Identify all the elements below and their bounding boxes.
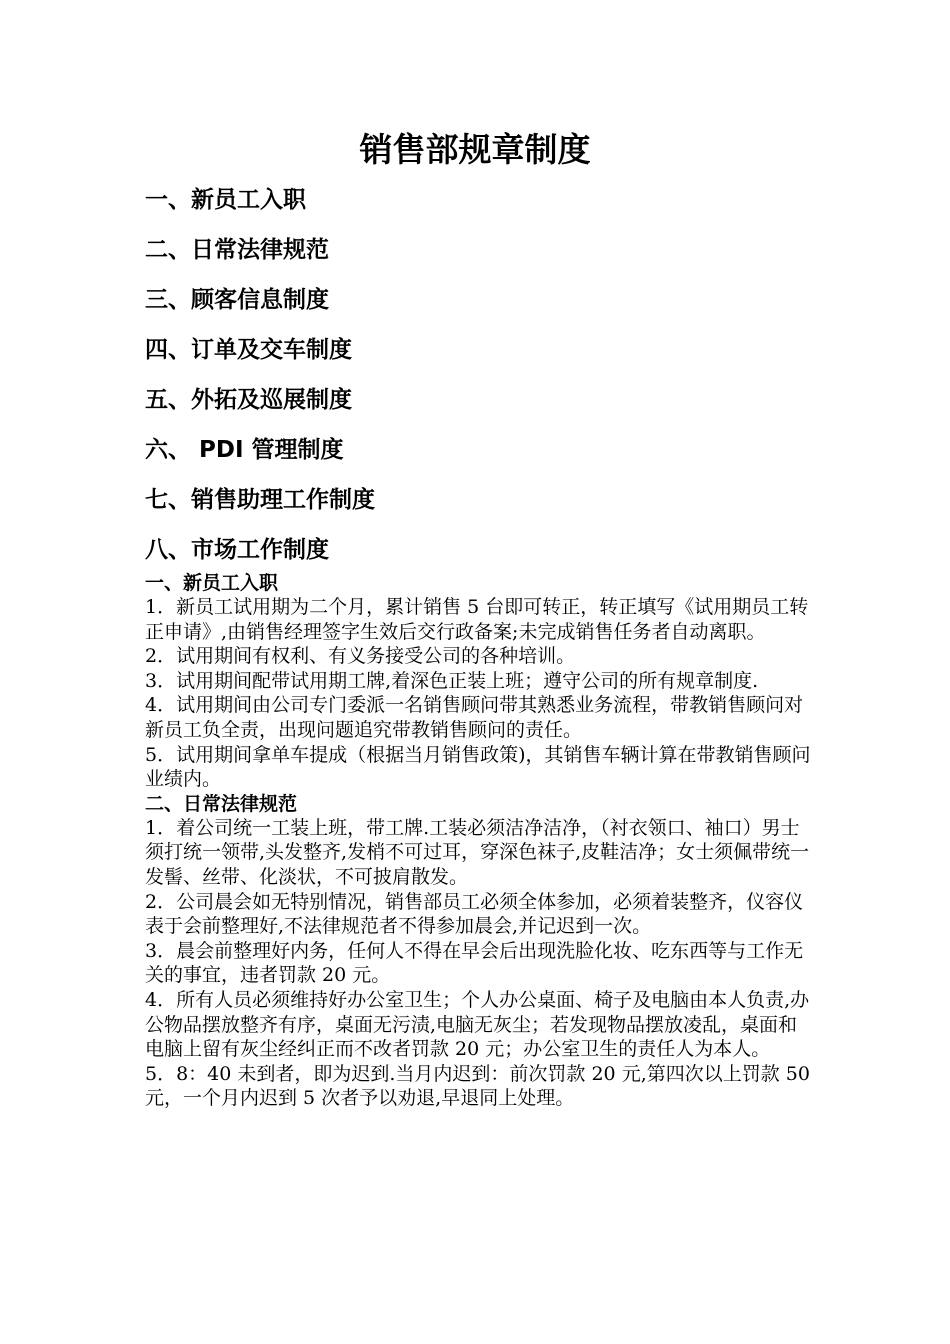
- table-of-contents: [145, 180, 825, 580]
- section-new-employee: [145, 571, 815, 792]
- rule-paragraph: 2．试用期间有权利、有义务接受公司的各种培训。: [145, 645, 576, 668]
- section-daily-norms: [145, 792, 815, 1111]
- toc-item: 五、外拓及巡展制度: [145, 387, 352, 413]
- toc-item: 七、销售助理工作制度: [145, 487, 375, 513]
- toc-item: 二、日常法律规范: [145, 237, 329, 263]
- toc-item: 六、 PDI 管理制度: [145, 437, 344, 463]
- section-heading: 一、新员工入职: [145, 572, 279, 594]
- toc-item: 四、订单及交车制度: [145, 337, 352, 363]
- rule-paragraph: 3．晨会前整理好内务，任何人不得在早会后出现洗脸化妆、吃东西等与工作无关的事宜，违者罚款 20 元。: [145, 939, 804, 987]
- rule-paragraph: 5．8：40 未到者，即为迟到.当月内迟到：前次罚款 20 元,第四次以上罚款 50 元，一个月内迟到 5 次者予以劝退,早退同上处理。: [145, 1062, 810, 1110]
- rule-paragraph: 4．所有人员必须维持好办公室卫生；个人办公桌面、椅子及电脑由本人负责,办公物品摆放整齐有序，桌面无污渍,电脑无灰尘；若发现物品摆放凌乱，桌面和电脑上留有灰尘经纠正而不改者罚款 20 元；办公室卫生的责任人为本人。: [145, 988, 810, 1061]
- toc-item: 三、顾客信息制度: [145, 287, 329, 313]
- rule-paragraph: 4．试用期间由公司专门委派一名销售顾问带其熟悉业务流程，带教销售顾问对新员工负全责，出现问题追究带教销售顾问的责任。: [145, 694, 804, 741]
- toc-item: 一、新员工入职: [145, 187, 306, 213]
- document-body: [145, 571, 815, 1111]
- rule-paragraph: 1．着公司统一工装上班，带工牌.工装必须洁净洁净，（衬衣领口、袖口）男士须打统一领带,头发整齐,发梢不可过耳，穿深色袜子,皮鞋洁净；女士须佩带统一发髻、丝带、化淡状，不可披肩散发。: [145, 816, 810, 888]
- rule-paragraph: 1．新员工试用期为二个月，累计销售 5 台即可转正，转正填写《试用期员工转正申请》,由销售经理签字生效后交行政备案;未完成销售任务者自动离职。: [145, 596, 809, 643]
- rule-paragraph: 2．公司晨会如无特别情况，销售部员工必须全体参加，必须着装整齐，仪容仪表于会前整理好,不法律规范者不得参加晨会,并记迟到一次。: [145, 890, 804, 938]
- page-title: 销售部规章制度: [359, 130, 591, 169]
- rule-paragraph: 5．试用期间拿单车提成（根据当月销售政策)，其销售车辆计算在带教销售顾问业绩内。: [145, 743, 811, 791]
- rule-paragraph: 3．试用期间配带试用期工牌,着深色正装上班；遵守公司的所有规章制度.: [145, 669, 759, 692]
- section-heading: 二、日常法律规范: [145, 792, 298, 815]
- toc-item: 八、市场工作制度: [145, 537, 329, 563]
